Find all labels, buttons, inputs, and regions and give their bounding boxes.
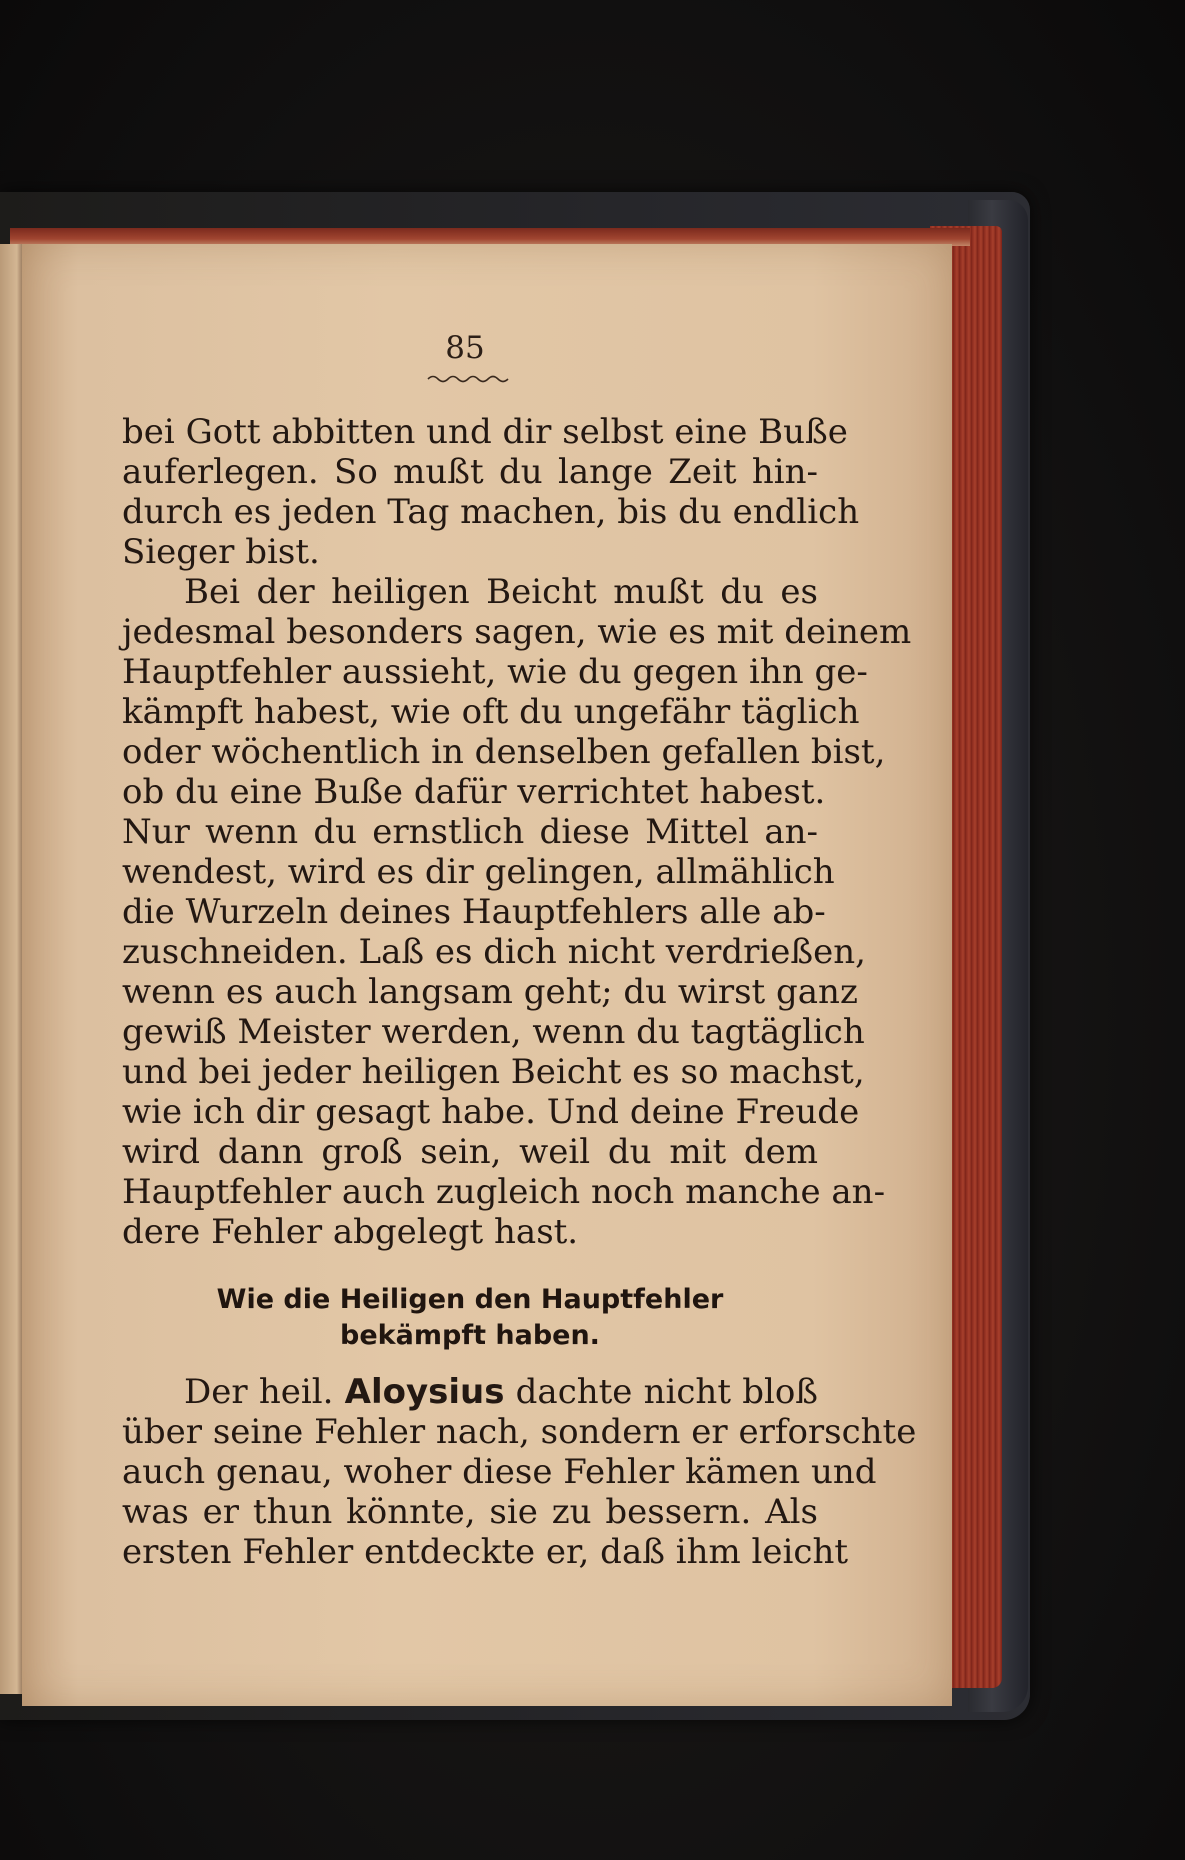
text-line: dere Fehler abgelegt hast. bbox=[122, 1212, 579, 1252]
text-line: wendest, wird es dir gelingen, allmählich bbox=[122, 852, 835, 892]
facing-page-edge bbox=[0, 244, 24, 1694]
page-number-ornament bbox=[426, 372, 512, 386]
text-line: Sieger bist. bbox=[122, 532, 320, 572]
text-line: zuschneiden. Laß es dich nicht verdrießen, bbox=[122, 932, 866, 972]
text-line: und bei jeder heiligen Beicht es so machst, bbox=[122, 1052, 865, 1092]
text-line: über seine Fehler nach, sondern er erforschte bbox=[122, 1412, 917, 1452]
text-line: auch genau, woher diese Fehler kämen und bbox=[122, 1452, 877, 1492]
text-line: bei Gott abbitten und dir selbst eine Buße bbox=[122, 412, 848, 452]
text-line: ob du eine Buße dafür verrichtet habest. bbox=[122, 772, 826, 812]
text-line: Nur wenn du ernstlich diese Mittel an- bbox=[122, 812, 818, 852]
text-line: was er thun könnte, sie zu bessern. Als bbox=[122, 1492, 818, 1532]
text-line: Hauptfehler auch zugleich noch manche an- bbox=[122, 1172, 886, 1212]
text-line: auferlegen. So mußt du lange Zeit hin- bbox=[122, 452, 818, 492]
paragraph-1 bbox=[122, 412, 860, 572]
text-line: Bei der heiligen Beicht mußt du es bbox=[184, 572, 818, 612]
page-number: 85 bbox=[445, 330, 485, 366]
text-line: ersten Fehler entdeckte er, daß ihm leicht bbox=[122, 1532, 849, 1572]
text-line: kämpft habest, wie oft du ungefähr täglich bbox=[122, 692, 860, 732]
section-heading-line: Wie die Heiligen den Hauptfehler bbox=[216, 1284, 724, 1315]
text-line: wird dann groß sein, weil du mit dem bbox=[122, 1132, 818, 1172]
section-heading bbox=[122, 1282, 818, 1354]
text-line: gewiß Meister werden, wenn du tagtäglich bbox=[122, 1012, 865, 1052]
text-line bbox=[122, 1372, 818, 1412]
saint-name: Aloysius bbox=[344, 1372, 505, 1412]
text-line: wie ich dir gesagt habe. Und deine Freude bbox=[122, 1092, 860, 1132]
text-line: wenn es auch langsam geht; du wirst ganz bbox=[122, 972, 858, 1012]
paragraph-2 bbox=[122, 572, 912, 1252]
body-text bbox=[122, 412, 912, 1252]
text-line: die Wurzeln deines Hauptfehlers alle ab- bbox=[122, 892, 826, 932]
text-fragment: Der heil. bbox=[184, 1372, 345, 1412]
text-line: durch es jeden Tag machen, bis du endlich bbox=[122, 492, 860, 532]
section-text bbox=[122, 1372, 917, 1572]
section-heading-line: bekämpft haben. bbox=[340, 1320, 600, 1351]
text-fragment: dachte nicht bloß bbox=[504, 1372, 819, 1412]
text-line: Hauptfehler aussieht, wie du gegen ihn ge- bbox=[122, 652, 868, 692]
text-line: oder wöchentlich in denselben gefallen bist, bbox=[122, 732, 886, 772]
text-line: jedesmal besonders sagen, wie es mit deinem bbox=[122, 612, 912, 652]
